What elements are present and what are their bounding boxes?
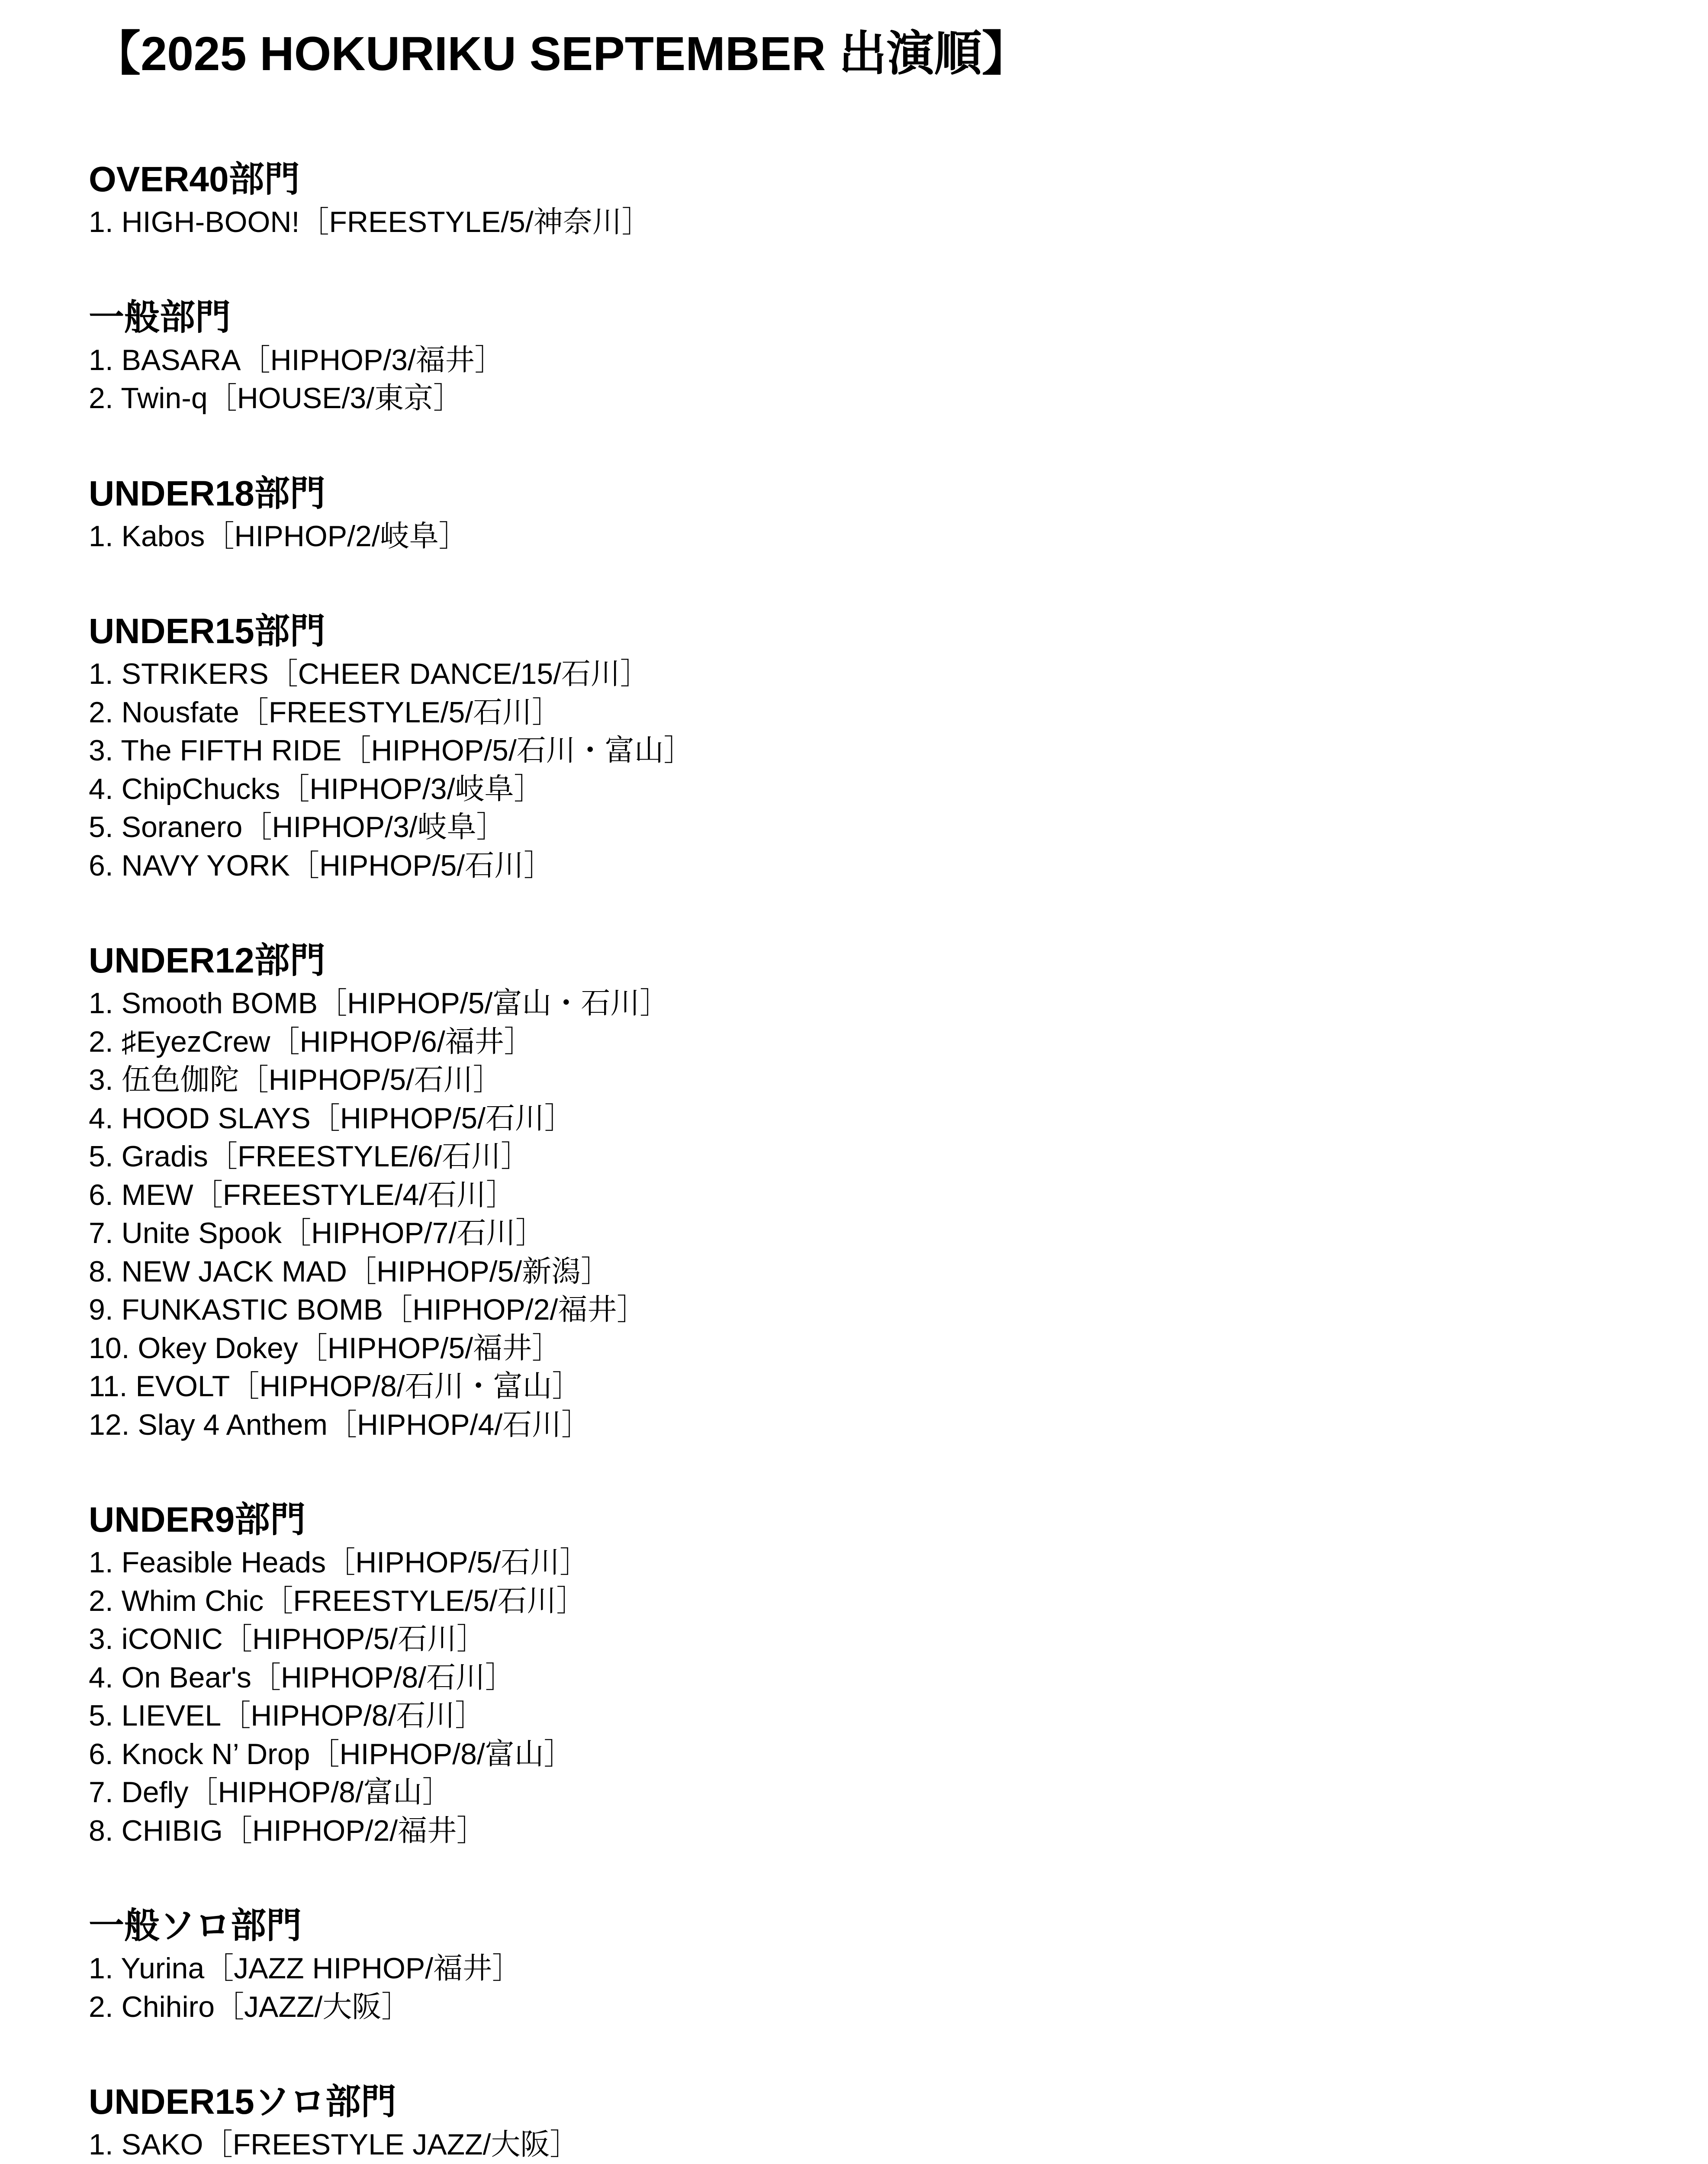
performer-list	[89, 203, 1647, 242]
category-section	[89, 2080, 1647, 2164]
category-heading: OVER40部門	[89, 160, 300, 199]
performer-entry: 2. Nousfate［FREESTYLE/5/石川］	[89, 696, 562, 729]
category-section	[89, 158, 1647, 242]
performer-list	[89, 984, 1647, 1444]
performer-entry: 7. Defly［HIPHOP/8/富山］	[89, 1776, 452, 1809]
category-section	[89, 1498, 1647, 1850]
performer-entry: 2. ♯EyezCrew［HIPHOP/6/福井］	[89, 1025, 534, 1058]
performer-entry: 5. Soranero［HIPHOP/3/岐阜］	[89, 811, 506, 844]
performer-list	[89, 517, 1647, 556]
performer-entry: 4. On Bear's［HIPHOP/8/石川］	[89, 1661, 515, 1694]
category-section	[89, 610, 1647, 885]
category-heading: UNDER15ソロ部門	[89, 2082, 396, 2122]
performer-entry: 6. MEW［FREESTYLE/4/石川］	[89, 1178, 516, 1211]
performer-entry: 6. NAVY YORK［HIPHOP/5/石川］	[89, 849, 553, 882]
performer-entry: 5. LIEVEL［HIPHOP/8/石川］	[89, 1699, 485, 1732]
performer-entry: 2. Chihiro［JAZZ/大阪］	[89, 1990, 411, 2023]
performer-entry: 3. 伍色伽陀［HIPHOP/5/石川］	[89, 1063, 502, 1096]
performer-entry: 8. NEW JACK MAD［HIPHOP/5/新潟］	[89, 1255, 611, 1288]
performer-entry: 9. FUNKASTIC BOMB［HIPHOP/2/福井］	[89, 1293, 647, 1326]
performer-entry: 3. The FIFTH RIDE［HIPHOP/5/石川・富山］	[89, 734, 693, 767]
performer-entry: 1. Kabos［HIPHOP/2/岐阜］	[89, 519, 468, 553]
performer-entry: 2. Twin-q［HOUSE/3/東京］	[89, 382, 463, 415]
performer-entry: 4. HOOD SLAYS［HIPHOP/5/石川］	[89, 1101, 574, 1135]
performer-entry: 6. Knock N’ Drop［HIPHOP/8/富山］	[89, 1737, 573, 1771]
category-heading: 一般ソロ部門	[89, 1906, 302, 1945]
performer-entry: 1. Smooth BOMB［HIPHOP/5/富山・石川］	[89, 987, 669, 1020]
category-heading: UNDER9部門	[89, 1500, 306, 1539]
page-title: 【2025 HOKURIKU SEPTEMBER 出演順】	[93, 27, 1029, 81]
performer-entry: 12. Slay 4 Anthem［HIPHOP/4/石川］	[89, 1408, 591, 1441]
performer-list	[89, 1543, 1647, 1850]
category-heading: UNDER18部門	[89, 473, 325, 513]
performer-entry: 2. Whim Chic［FREESTYLE/5/石川］	[89, 1584, 586, 1617]
performer-entry: 1. BASARA［HIPHOP/3/福井］	[89, 343, 504, 377]
performer-entry: 1. HIGH-BOON!［FREESTYLE/5/神奈川］	[89, 206, 651, 238]
performer-list	[89, 341, 1647, 418]
category-section	[89, 472, 1647, 556]
category-section	[89, 1904, 1647, 2026]
schedule-content	[89, 158, 1647, 2164]
performer-entry: 3. iCONIC［HIPHOP/5/石川］	[89, 1623, 486, 1655]
performer-entry: 1. Feasible Heads［HIPHOP/5/石川］	[89, 1546, 589, 1579]
category-heading: 一般部門	[89, 297, 231, 337]
category-heading: UNDER12部門	[89, 941, 325, 980]
performer-list	[89, 655, 1647, 885]
performer-entry: 7. Unite Spook［HIPHOP/7/石川］	[89, 1217, 545, 1249]
performer-entry: 11. EVOLT［HIPHOP/8/石川・富山］	[89, 1370, 582, 1403]
performer-entry: 4. ChipChucks［HIPHOP/3/岐阜］	[89, 772, 544, 805]
performer-list	[89, 1949, 1647, 2026]
performer-entry: 5. Gradis［FREESTYLE/6/石川］	[89, 1140, 531, 1173]
category-section	[89, 939, 1647, 1444]
performer-entry: 10. Okey Dokey［HIPHOP/5/福井］	[89, 1331, 562, 1365]
category-heading: UNDER15部門	[89, 612, 325, 651]
category-section	[89, 296, 1647, 418]
performer-entry: 1. Yurina［JAZZ HIPHOP/福井］	[89, 1952, 522, 1985]
performer-list	[89, 2125, 1647, 2164]
performer-entry: 8. CHIBIG［HIPHOP/2/福井］	[89, 1814, 486, 1847]
performer-entry: 1. STRIKERS［CHEER DANCE/15/石川］	[89, 657, 650, 690]
performer-entry: 1. SAKO［FREESTYLE JAZZ/大阪］	[89, 2128, 579, 2161]
